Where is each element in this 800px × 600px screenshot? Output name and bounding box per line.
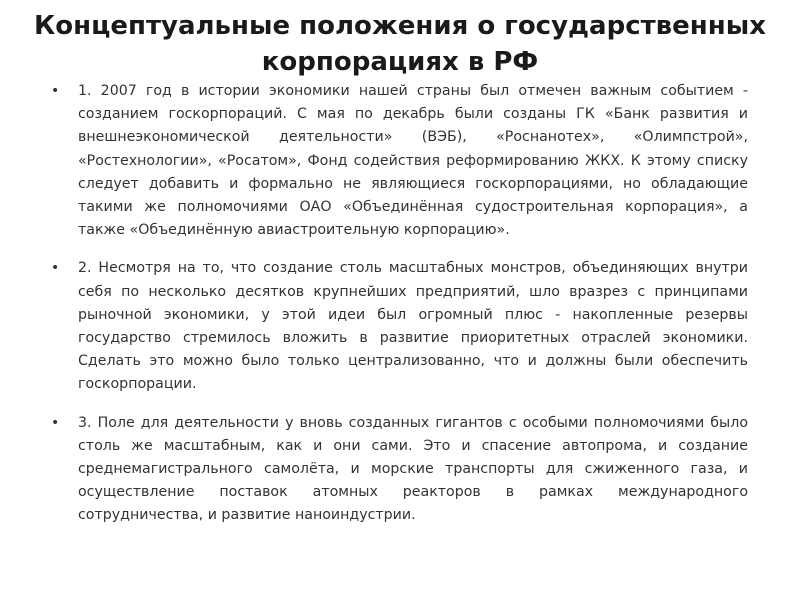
bullet-point-text: 3. Поле для деятельности у вновь созданных гигантов с особыми полномочиями было столь же масштабным, как и они сами. Это и спасение автопрома, и создание среднемагистрального самолёта, и морские транспорты для сжиженного газа, и осуществление поставок атомных реакторов в рамках международного сотрудничества, и развитие наноиндустрии. (78, 414, 748, 524)
bullet-point-3 (48, 412, 748, 528)
bullet-point-text: 2. Несмотря на то, что создание столь масштабных монстров, объединяющих внутри себя по несколько десятков крупнейших предприятий, шло вразрез с принципами рыночной экономики, у этой идеи был огромный плюс - накопленные резервы государство стремилось вложить в развитие приоритетных отраслей экономики. Сделать это можно было только централизованно, что и должны были обеспечить госкорпорации. (78, 260, 748, 393)
bullet-marker: • (51, 260, 60, 277)
bullet-point-text: 1. 2007 год в истории экономики нашей страны был отмечен важным событием - созданием госкорпораций. С мая по декабрь были созданы ГК «Банк развития и внешнеэкономической деятельности» (ВЭБ), «Роснанотех», «Олимпстрой», «Ростехнологии», «Росатом», Фонд содействия реформированию ЖКХ. К этому списку следует добавить и формально не являющиеся госкорпорациями, но обладающие такими же полномочиями ОАО «Объединённая судостроительная корпорация», а также «Объединённую авиастроительную корпорацию». (78, 83, 748, 239)
bullet-marker: • (51, 414, 60, 431)
bullet-point-1 (48, 80, 748, 242)
bullet-list (48, 80, 748, 543)
bullet-point-2 (48, 257, 748, 396)
bullet-marker: • (51, 83, 60, 99)
slide-title: Концептуальные положения о государственных корпорациях в РФ (34, 11, 766, 77)
